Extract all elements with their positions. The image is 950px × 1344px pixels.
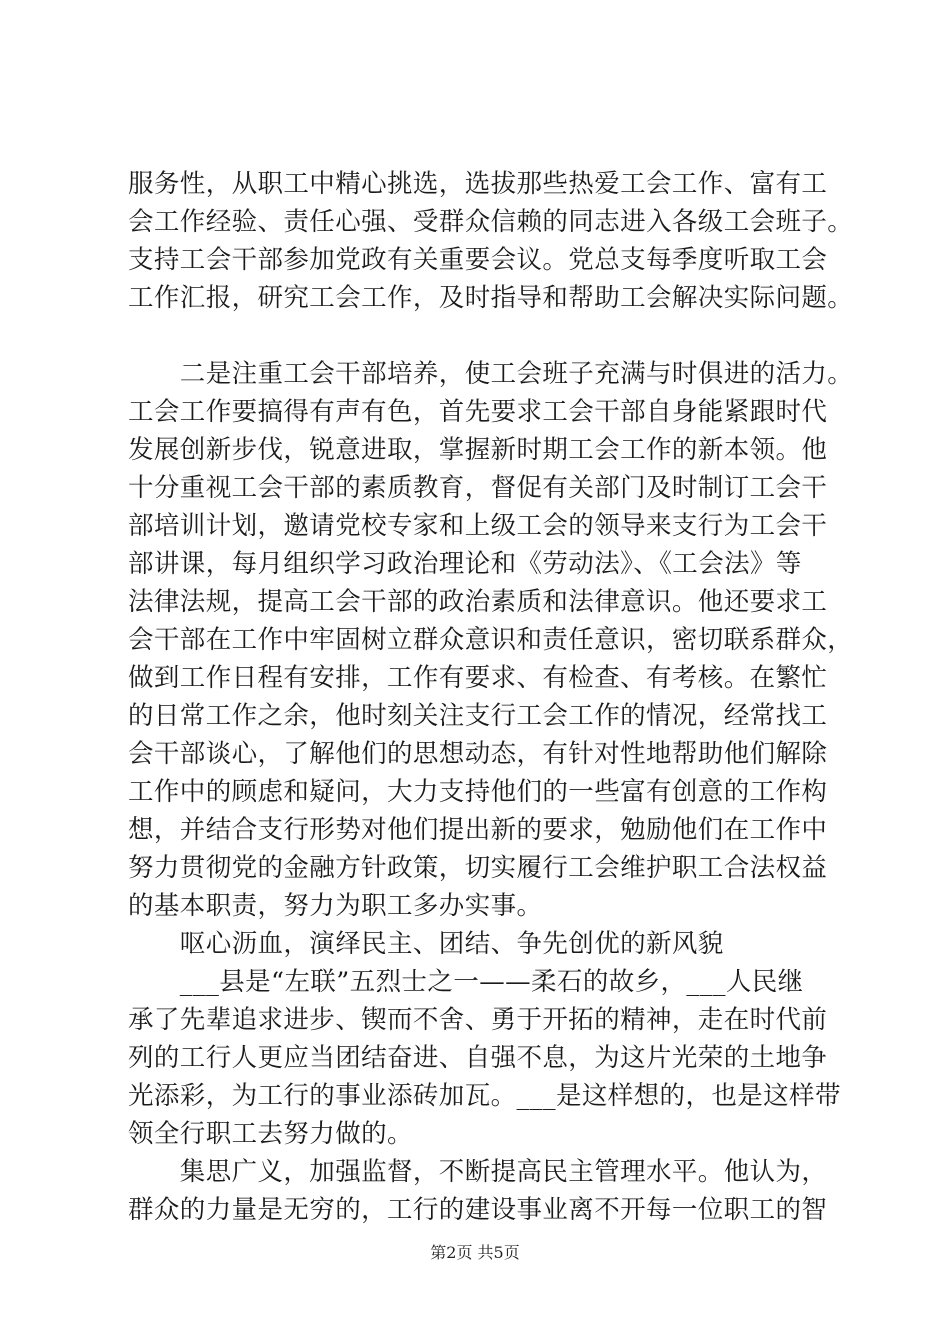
text-line: 会干部在工作中牢固树立群众意识和责任意识，密切联系群众，	[128, 625, 854, 655]
text-line: 做到工作日程有安排，工作有要求、有检查、有考核。在繁忙	[128, 663, 828, 693]
text-line: ___县是“左联”五烈士之一——柔石的故乡，___人民继	[128, 967, 804, 997]
text-line: 的日常工作之余，他时刻关注支行工会工作的情况，经常找工	[128, 701, 828, 731]
page-footer: 第2页 共5页	[430, 1243, 520, 1262]
text-line: 工作中的顾虑和疑问，大力支持他们的一些富有创意的工作构	[128, 777, 828, 807]
text-line: 会干部谈心，了解他们的思想动态，有针对性地帮助他们解除	[128, 739, 828, 769]
text-line: 的基本职责，努力为职工多办实事。	[128, 891, 543, 921]
text-line: 光添彩，为工行的事业添砖加瓦。___是这样想的，也是这样带	[128, 1081, 841, 1111]
text-line: 会工作经验、责任心强、受群众信赖的同志进入各级工会班子。	[128, 207, 854, 237]
text-line: 十分重视工会干部的素质教育，督促有关部门及时制订工会干	[128, 473, 828, 503]
text-line: 支持工会干部参加党政有关重要会议。党总支每季度听取工会	[128, 245, 828, 275]
text-line: 集思广义，加强监督，不断提高民主管理水平。他认为，	[128, 1157, 828, 1187]
text-line: 群众的力量是无穷的，工行的建设事业离不开每一位职工的智	[128, 1195, 828, 1225]
text-line: 二是注重工会干部培养，使工会班子充满与时俱进的活力。	[128, 359, 854, 389]
text-line: 法律法规，提高工会干部的政治素质和法律意识。他还要求工	[128, 587, 828, 617]
text-line: 部讲课，每月组织学习政治理论和《劳动法》、《工会法》等	[128, 549, 802, 579]
text-line: 部培训计划，邀请党校专家和上级工会的领导来支行为工会干	[128, 511, 828, 541]
text-line: 领全行职工去努力做的。	[128, 1119, 413, 1149]
text-line: 想，并结合支行形势对他们提出新的要求，勉励他们在工作中	[128, 815, 828, 845]
text-line: 工作汇报，研究工会工作，及时指导和帮助工会解决实际问题。	[128, 283, 854, 313]
text-line: 服务性，从职工中精心挑选，选拔那些热爱工会工作、富有工	[128, 169, 828, 199]
section-heading: 呕心沥血，演绎民主、团结、争先创优的新风貌	[128, 929, 724, 959]
text-line: 列的工行人更应当团结奋进、自强不息，为这片光荣的土地争	[128, 1043, 828, 1073]
text-line: 发展创新步伐，锐意进取，掌握新时期工会工作的新本领。他	[128, 435, 828, 465]
text-line: 工会工作要搞得有声有色，首先要求工会干部自身能紧跟时代	[128, 397, 828, 427]
text-line: 努力贯彻党的金融方针政策，切实履行工会维护职工合法权益	[128, 853, 828, 883]
text-line: 承了先辈追求进步、锲而不舍、勇于开拓的精神，走在时代前	[128, 1005, 828, 1035]
